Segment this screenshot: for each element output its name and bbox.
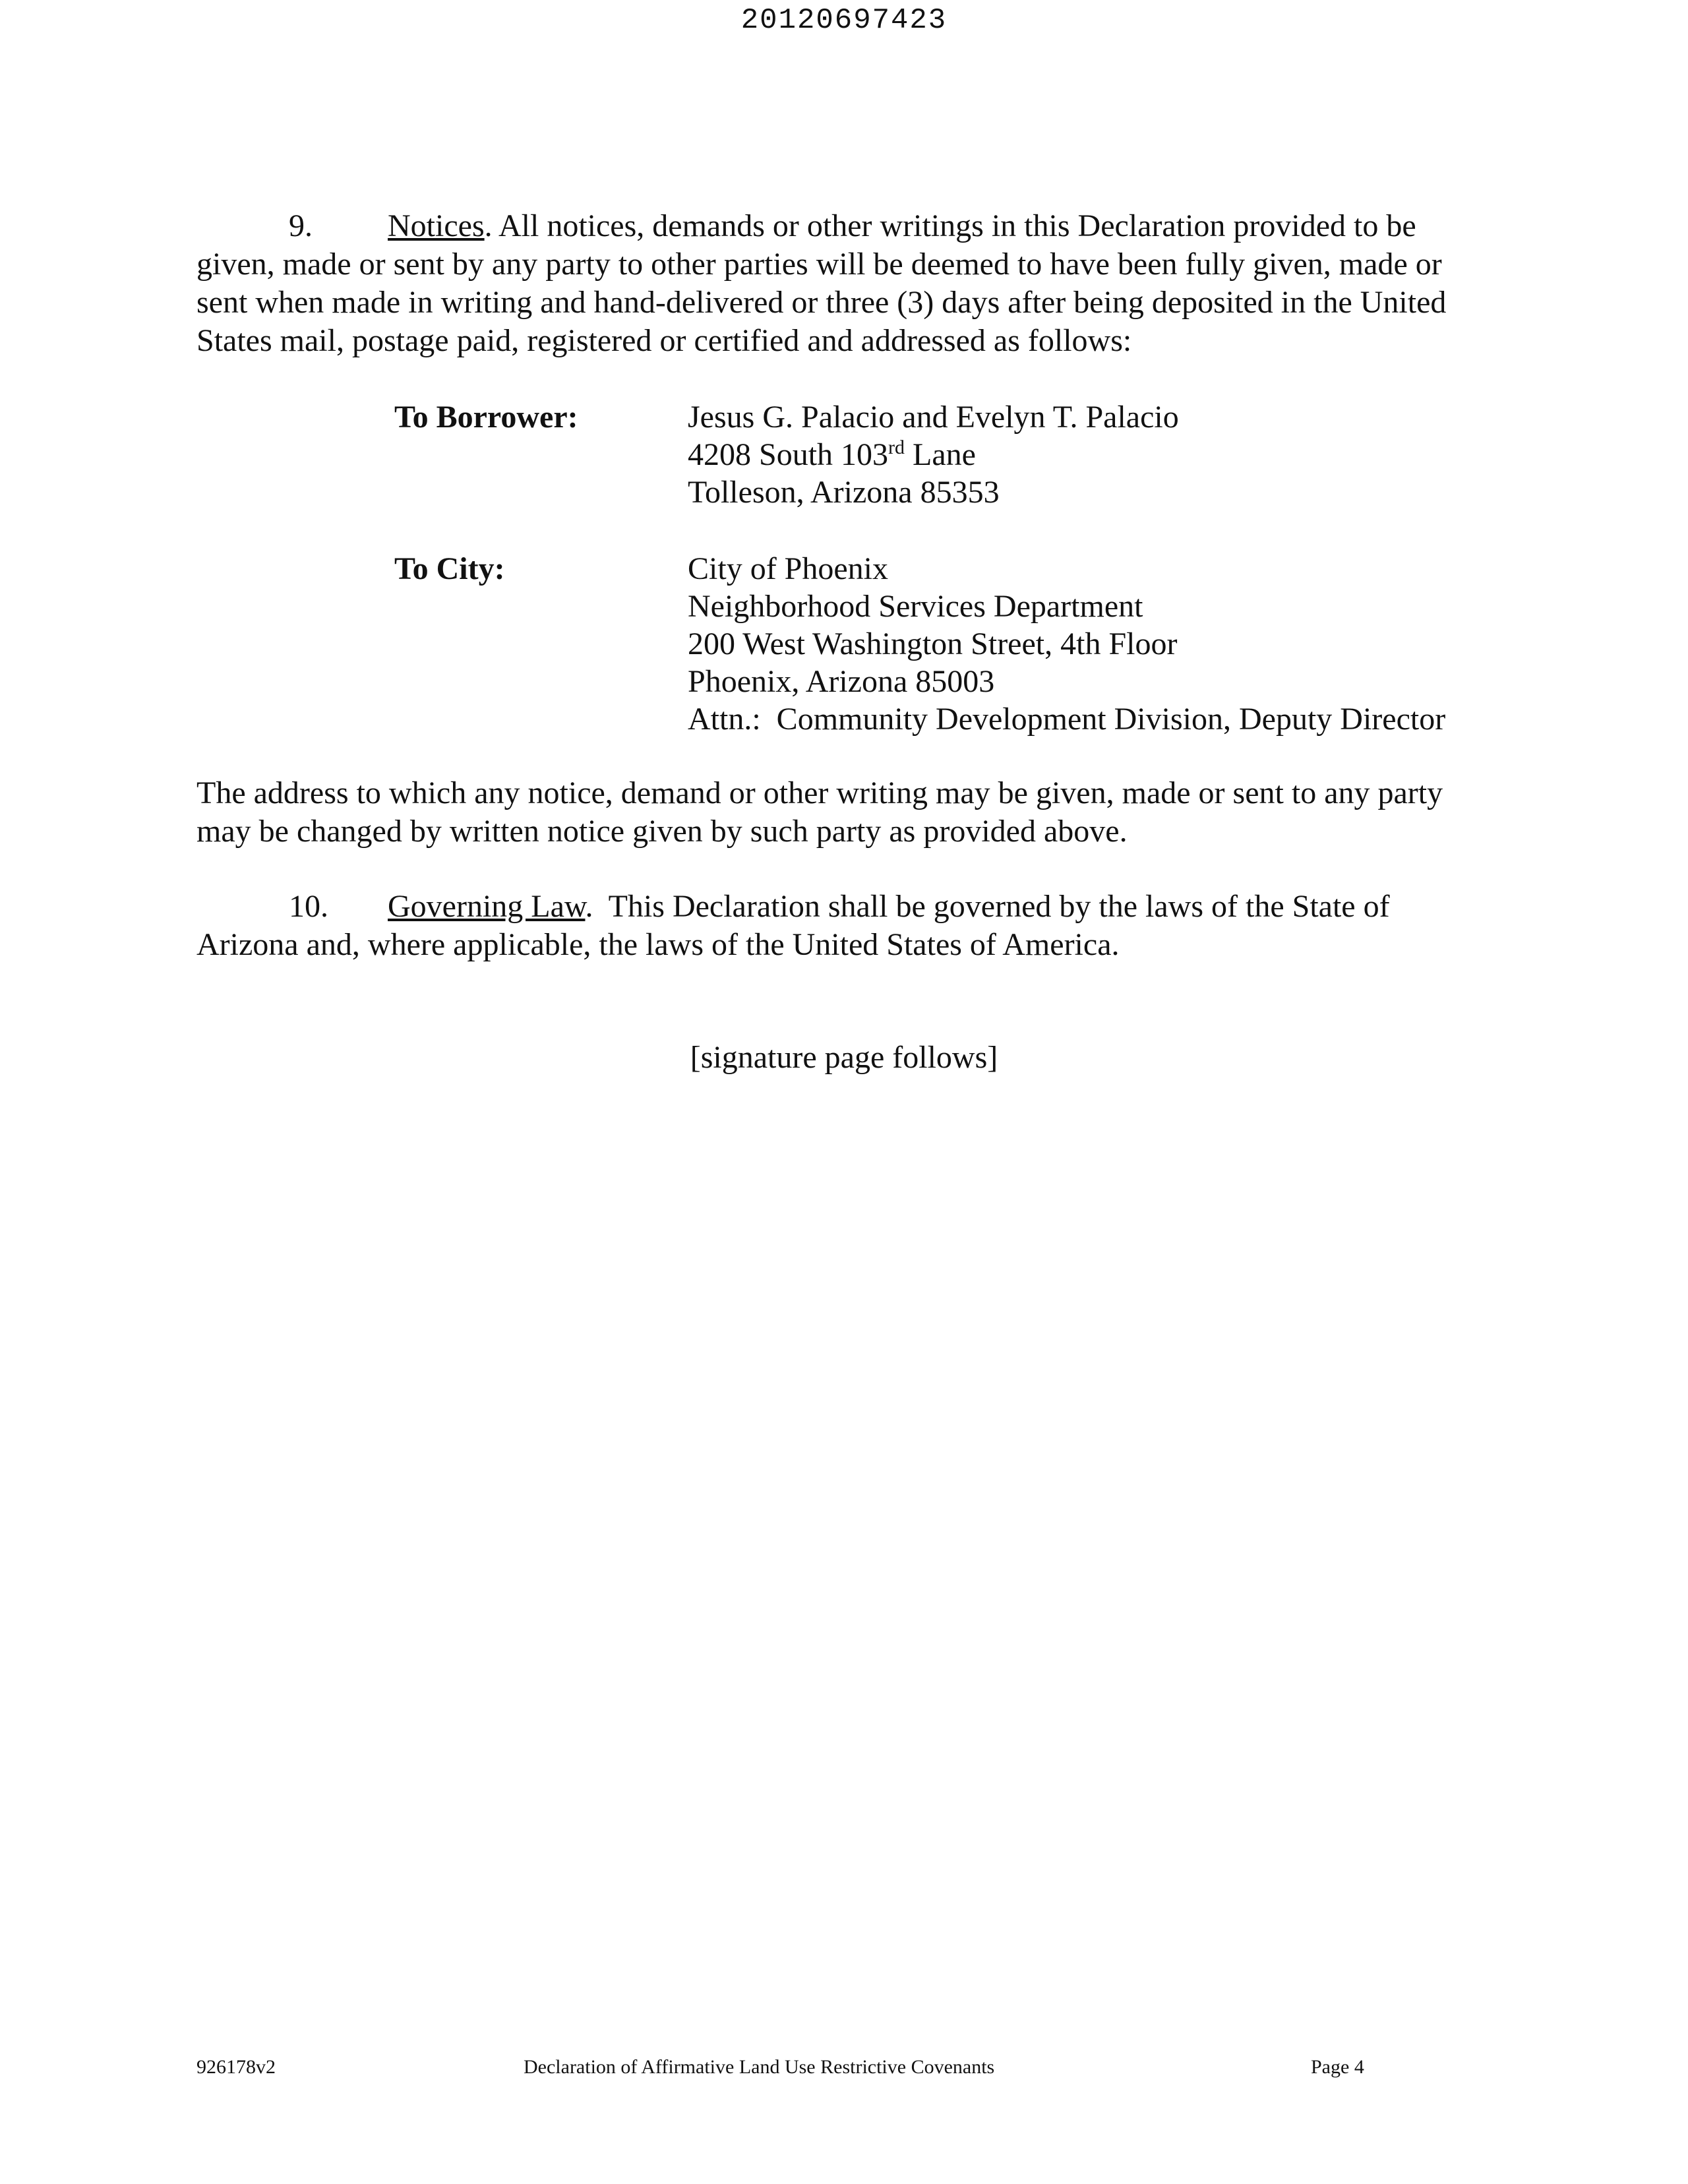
- borrower-city-state-zip: Tolleson, Arizona 85353: [688, 475, 1000, 510]
- borrower-street: [688, 436, 1179, 473]
- city-attention: Attn.: Community Development Division, Deputy Director: [688, 702, 1446, 737]
- section-10-governing-law: [196, 888, 1489, 964]
- borrower-street-type: Lane: [905, 437, 976, 472]
- section-10-text: . This Declaration shall be governed by the laws of the State of Arizona and, where applicable, the laws of the United States of America.: [196, 889, 1396, 962]
- city-department: Neighborhood Services Department: [688, 589, 1143, 624]
- section-9-heading: Notices: [388, 208, 485, 243]
- section-10-number: 10.: [289, 889, 328, 924]
- borrower-address-block: [394, 398, 1179, 511]
- city-city-state-zip: Phoenix, Arizona 85003: [688, 664, 995, 699]
- borrower-street-number: 4208 South 103: [688, 437, 889, 472]
- borrower-label: To Borrower:: [394, 400, 578, 435]
- city-address-block: [394, 550, 1445, 738]
- city-label: To City:: [394, 551, 505, 586]
- section-9-number: 9.: [289, 208, 313, 243]
- city-street: 200 West Washington Street, 4th Floor: [688, 626, 1178, 661]
- borrower-name: Jesus G. Palacio and Evelyn T. Palacio: [688, 400, 1179, 435]
- city-name: City of Phoenix: [688, 551, 889, 586]
- borrower-address: [688, 398, 1179, 511]
- signature-page-note: [signature page follows]: [690, 1040, 998, 1075]
- address-change-paragraph: The address to which any notice, demand or other writing may be given, made or sent to any party may be changed by written notice given by such party as provided above.: [196, 775, 1443, 849]
- section-9-notices: [196, 207, 1489, 360]
- recording-number: 20120697423: [740, 4, 948, 37]
- footer-title: Declaration of Affirmative Land Use Restrictive Covenants: [524, 2056, 995, 2078]
- section-9-text: . All notices, demands or other writings in this Declaration provided to be given, made or sent by any party to other parties will be deemed to have been fully given, made or sent when made in writing and hand-delivered or three (3) days after being deposited in the United States mail, postage paid, registered or certified and addressed as follows:: [196, 208, 1447, 358]
- footer-doc-id: 926178v2: [196, 2056, 276, 2078]
- city-address: [688, 550, 1445, 738]
- section-10-heading: Governing Law: [388, 889, 586, 924]
- footer-page-number: Page 4: [1311, 2056, 1364, 2078]
- borrower-street-suffix-sup: rd: [888, 437, 905, 458]
